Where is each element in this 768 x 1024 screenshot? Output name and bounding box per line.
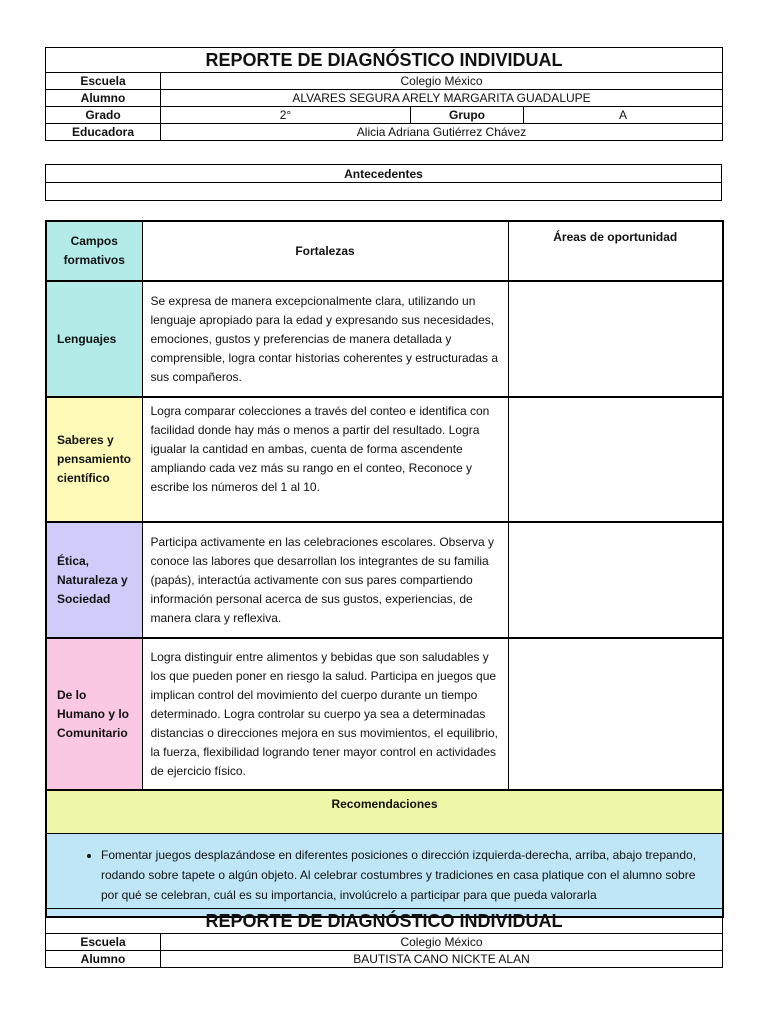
label-grado: Grado: [46, 107, 161, 124]
fortalezas-etica: Participa activamente en las celebraciones escolares. Observa y conoce las labores que desarrollan los integrantes de su familia (papás), interactúa activamente con sus pares compartiendo información personal acerca de sus gustos, experiencias, de manera clara y reflexiva.: [142, 522, 508, 638]
fortalezas-humano: Logra distinguir entre alimentos y bebidas que son saludables y los que pueden poner en riesgo la salud. Participa en juegos que implican control del movimiento del cuerpo durante un tiempo determinado. Logra controlar su cuerpo ya sea a determinadas distancias o direcciones mejora en sus movimientos, el equilibrio, la fuerza, flexibilidad logrando tener mayor control en actividades de ejercicio físico.: [142, 638, 508, 790]
recomendaciones-list: [47, 845, 722, 905]
label-educadora: Educadora: [46, 124, 161, 141]
campo-etica: Ética, Naturaleza y Sociedad: [46, 522, 142, 638]
report-header-table-2: [45, 908, 723, 968]
list-item: • Fomentar juegos desplazándose en diferentes posiciones o dirección izquierda-derecha, arriba, abajo trepando, rodando sobre tapete o algún objeto. Al celebrar costumbres y tradiciones en casa platique con el alumno sobre por qué se celebran, cuál es su importancia, involúcrelo a participar para que pueda valorarla: [101, 845, 722, 905]
label-alumno-2: Alumno: [46, 951, 161, 968]
campo-humano: De lo Humano y lo Comunitario: [46, 638, 142, 790]
fortalezas-lenguajes: Se expresa de manera excepcionalmente clara, utilizando un lenguaje apropiado para la edad y expresando sus necesidades, emociones, gustos y preferencias de manera detallada y comprensible, logra contar historias coherentes y estructuradas a sus compañeros.: [142, 281, 508, 397]
label-escuela: Escuela: [46, 73, 161, 90]
table-row: [46, 638, 723, 790]
antecedentes-content: [46, 183, 722, 201]
campo-lenguajes: Lenguajes: [46, 281, 142, 397]
areas-etica: [508, 522, 723, 638]
label-escuela-2: Escuela: [46, 934, 161, 951]
fortalezas-saberes: Logra comparar colecciones a través del conteo e identifica con facilidad donde hay más o menos a partir del resultado. Logra igualar la cantidad en ambas, cuenta de forma ascendente ampliando cada vez más su rango en el conteo, Reconoce y escribe los números del 1 al 10.: [142, 397, 508, 522]
campos-formativos-table: [45, 220, 724, 918]
antecedentes-title: Antecedentes: [46, 165, 722, 183]
value-grupo: A: [524, 107, 723, 124]
areas-humano: [508, 638, 723, 790]
header-areas: Áreas de oportunidad: [508, 221, 723, 281]
value-escuela: Colegio México: [161, 73, 723, 90]
table-row: [46, 522, 723, 638]
value-grado: 2°: [161, 107, 411, 124]
areas-lenguajes: [508, 281, 723, 397]
table-row: [46, 397, 723, 522]
report-title-2: REPORTE DE DIAGNÓSTICO INDIVIDUAL: [46, 909, 723, 934]
value-alumno: ALVARES SEGURA ARELY MARGARITA GUADALUPE: [161, 90, 723, 107]
header-campos: Campos formativos: [46, 221, 142, 281]
recomendaciones-content: [46, 834, 723, 918]
recomendaciones-title: Recomendaciones: [46, 790, 723, 834]
value-alumno-2: BAUTISTA CANO NICKTE ALAN: [161, 951, 723, 968]
label-grupo: Grupo: [411, 107, 524, 124]
header-fortalezas: Fortalezas: [142, 221, 508, 281]
value-escuela-2: Colegio México: [161, 934, 723, 951]
table-row: [46, 281, 723, 397]
label-alumno: Alumno: [46, 90, 161, 107]
value-educadora: Alicia Adriana Gutiérrez Chávez: [161, 124, 723, 141]
areas-saberes: [508, 397, 723, 522]
report-title: REPORTE DE DIAGNÓSTICO INDIVIDUAL: [46, 48, 723, 73]
antecedentes-table: [45, 164, 722, 201]
report-header-table: [45, 47, 723, 141]
campo-saberes: Saberes y pensamiento científico: [46, 397, 142, 522]
